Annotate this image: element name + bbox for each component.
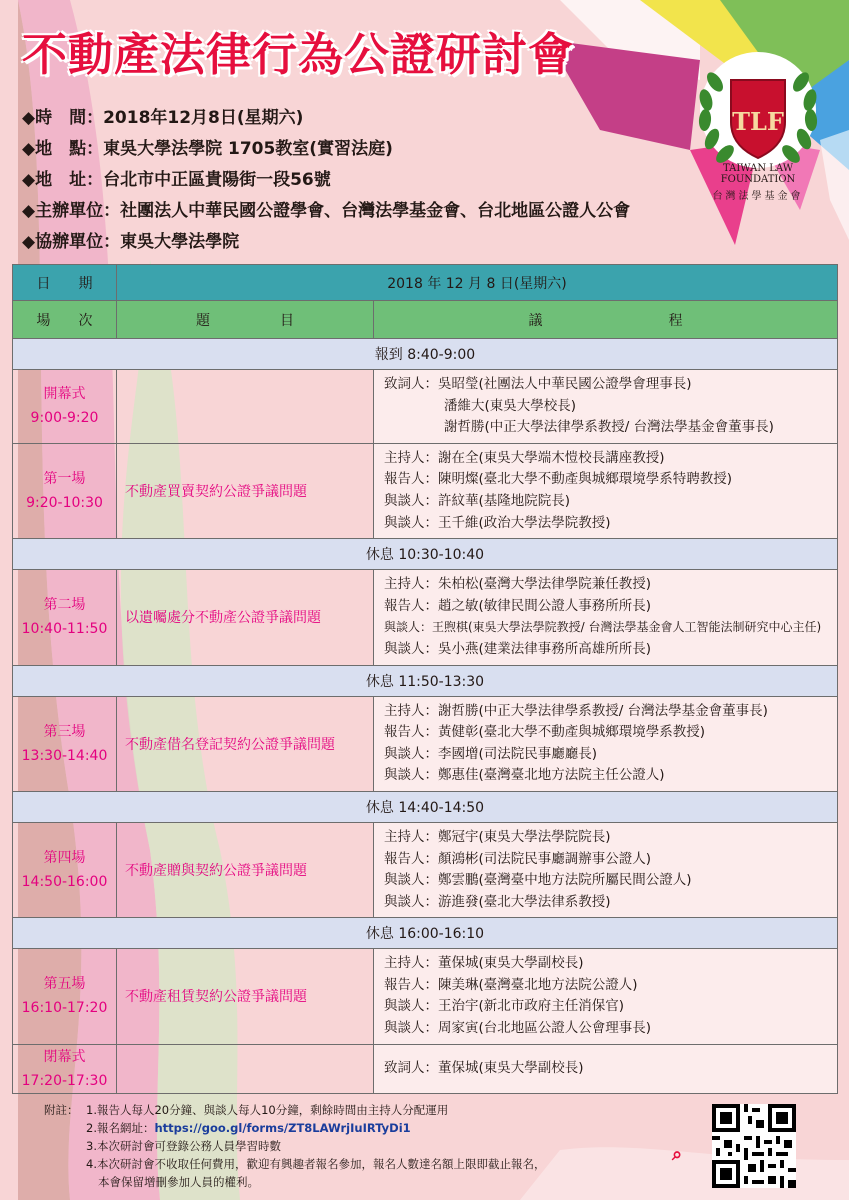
session-label: 開幕式 9:00-9:20 xyxy=(13,370,117,444)
session-row-1 xyxy=(13,443,838,538)
info-time: ◆時 間：2018年12月8日(星期六) xyxy=(22,108,304,128)
date-label: 日 期 xyxy=(13,265,117,301)
schedule-table xyxy=(12,264,838,1094)
session-label: 第三場 13:30-14:40 xyxy=(13,696,117,791)
session-row-4 xyxy=(13,822,838,917)
topic-column-header: 題 目 xyxy=(117,301,374,339)
footnotes xyxy=(44,1101,545,1191)
session-row-closing xyxy=(13,1044,838,1093)
search-icon: ⌕ xyxy=(672,1144,683,1165)
session-agenda: 主持人：董保城(東吳大學副校長) 報告人：陳美琳(臺灣臺北地方法院公證人) 與談人：王治宇(新北市政府主任消保官) 與談人：周家寅(台北地區公證人公會理事長) xyxy=(374,949,838,1044)
session-label: 第五場 16:10-17:20 xyxy=(13,949,117,1044)
registration-qr-code[interactable] xyxy=(712,1104,796,1188)
break-row: 休息 14:40-14:50 xyxy=(13,791,838,822)
session-label: 閉幕式 17:20-17:30 xyxy=(13,1044,117,1093)
session-topic xyxy=(117,370,374,444)
session-row-3 xyxy=(13,696,838,791)
info-address: ◆地 址：台北市中正區貴陽街一段56號 xyxy=(22,170,331,190)
session-column-header: 場 次 xyxy=(13,301,117,339)
notes-label: 附註： xyxy=(44,1103,79,1117)
session-row-opening xyxy=(13,370,838,444)
session-topic: 不動產贈與契約公證爭議問題 xyxy=(117,822,374,917)
session-label: 第四場 14:50-16:00 xyxy=(13,822,117,917)
note-item: 2.報名網址：https://goo.gl/forms/ZT8LAWrjIuIRTyDi1 xyxy=(86,1121,411,1135)
session-agenda: 主持人：謝在全(東吳大學端木愷校長講座教授) 報告人：陳明燦(臺北大學不動產與城鄉環境學系特聘教授) 與談人：許紋華(基隆地院院長) 與談人：王千維(政治大學法學院教授) xyxy=(374,443,838,538)
agenda-column-header: 議 程 xyxy=(374,301,838,339)
note-item: 3.本次研討會可登錄公務人員學習時數 xyxy=(86,1139,281,1153)
logo-chinese: 台灣法學基金會 xyxy=(712,191,804,202)
break-row: 休息 10:30-10:40 xyxy=(13,539,838,570)
event-info xyxy=(22,103,630,258)
logo-letters: TLF xyxy=(732,107,784,136)
session-topic xyxy=(117,1044,374,1093)
info-co-organizer: ◆協辦單位：東吳大學法學院 xyxy=(22,232,240,252)
session-agenda: 主持人：謝哲勝(中正大學法律學系教授/ 台灣法學基金會董事長) 報告人：黃健彰(臺北大學不動產與城鄉環境學系教授) 與談人：李國增(司法院民事廳廳長) 與談人：鄭惠佳(臺灣臺北地方法院主任公證人) xyxy=(374,696,838,791)
logo-english: TAIWAN LAW FOUNDATION xyxy=(720,163,796,185)
session-agenda: 主持人：鄭冠宇(東吳大學法學院院長) 報告人：顏鴻彬(司法院民事廳調辦事公證人) 與談人：鄭雲鵬(臺灣臺中地方法院所屬民間公證人) 與談人：游進發(臺北大學法律系教授) xyxy=(374,822,838,917)
registration-link[interactable]: https://goo.gl/forms/ZT8LAWrjIuIRTyDi1 xyxy=(154,1121,411,1135)
column-header-row xyxy=(13,301,838,339)
info-venue: ◆地 點：東吳大學法學院 1705教室(實習法庭) xyxy=(22,139,393,159)
break-row: 休息 16:00-16:10 xyxy=(13,918,838,949)
info-organizer: ◆主辦單位：社團法人中華民國公證學會、台灣法學基金會、台北地區公證人公會 xyxy=(22,201,631,221)
break-row: 報到 8:40-9:00 xyxy=(13,339,838,370)
page-title: 不動產法律行為公證研討會 xyxy=(22,28,575,81)
date-header-row xyxy=(13,265,838,301)
logo-caption xyxy=(699,163,817,202)
note-item: 1.報告人每人20分鐘、與談人每人10分鐘，剩餘時間由主持人分配運用 xyxy=(86,1103,449,1117)
session-label: 第二場 10:40-11:50 xyxy=(13,570,117,665)
session-topic: 不動產租賃契約公證爭議問題 xyxy=(117,949,374,1044)
session-row-2 xyxy=(13,570,838,665)
session-row-5 xyxy=(13,949,838,1044)
break-row: 休息 11:50-13:30 xyxy=(13,665,838,696)
session-agenda: 致詞人：董保城(東吳大學副校長) xyxy=(374,1044,838,1093)
note-item: 本會保留增刪參加人員的權利。 xyxy=(98,1175,259,1189)
session-topic: 以遺囑處分不動產公證爭議問題 xyxy=(117,570,374,665)
session-label: 第一場 9:20-10:30 xyxy=(13,443,117,538)
session-agenda: 致詞人：吳昭瑩(社團法人中華民國公證學會理事長) 潘維大(東吳大學校長) 謝哲勝(中正大學法律學系教授/ 台灣法學基金會董事長) xyxy=(374,370,838,444)
session-topic: 不動產借名登記契約公證爭議問題 xyxy=(117,696,374,791)
session-topic: 不動產買賣契約公證爭議問題 xyxy=(117,443,374,538)
date-value: 2018 年 12 月 8 日(星期六) xyxy=(117,265,838,301)
session-agenda: 主持人：朱柏松(臺灣大學法律學院兼任教授) 報告人：趙之敏(敏律民間公證人事務所所長) 與談人：王煦棋(東吳大學法學院教授/ 台灣法學基金會人工智能法制研究中心主任) 與談人：吳小燕(建業法律事務所高雄所所長) xyxy=(374,570,838,665)
note-item: 4.本次研討會不收取任何費用，歡迎有興趣者報名參加，報名人數達名額上限即截止報名， xyxy=(86,1157,546,1171)
